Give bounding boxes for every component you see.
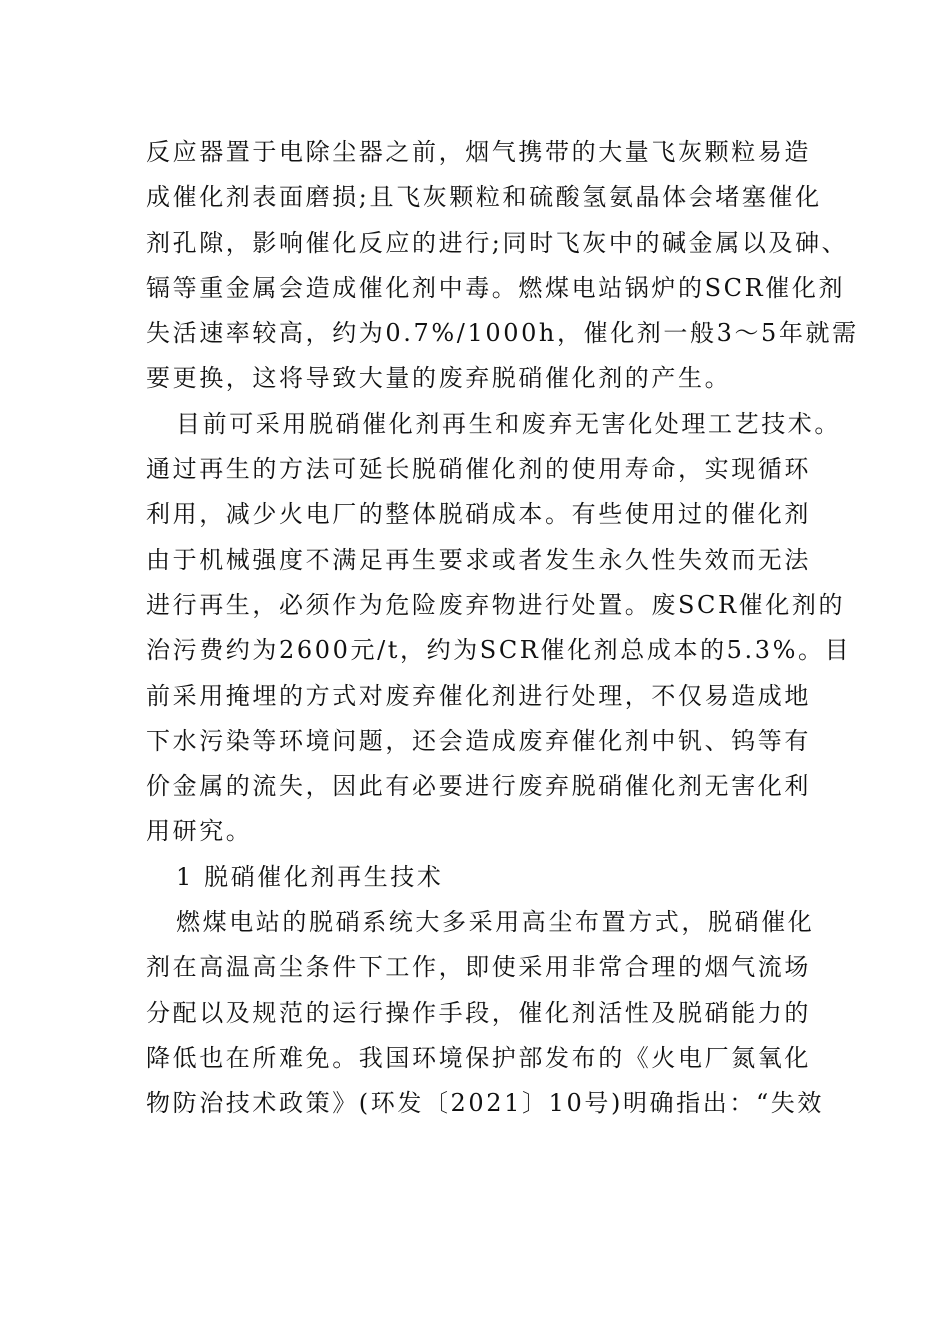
text-line: 用研究。: [146, 817, 253, 846]
text-line: 剂孔隙，影响催化反应的进行;同时飞灰中的碱金属以及砷、: [146, 228, 849, 257]
text-line: 反应器置于电除尘器之前，烟气携带的大量飞灰颗粒易造: [146, 138, 811, 166]
text-line: 下水污染等环境问题，还会造成废弃催化剂中钒、钨等有: [146, 726, 811, 755]
text-line: 降低也在所难免。我国环境保护部发布的《火电厂氮氧化: [146, 1043, 811, 1072]
text-line: 分配以及规范的运行操作手段，催化剂活性及脱硝能力的: [146, 998, 811, 1027]
paragraph-start-line: 燃煤电站的脱硝系统大多采用高尘布置方式，脱硝催化: [176, 908, 815, 937]
text-line: 前采用掩埋的方式对废弃催化剂进行处理，不仅易造成地: [146, 681, 811, 710]
text-line: 物防治技术政策》(环发〔2021〕10号)明确指出：“失效: [146, 1089, 825, 1118]
text-line: 要更换，这将导致大量的废弃脱硝催化剂的产生。: [146, 364, 732, 393]
text-line: 由于机械强度不满足再生要求或者发生永久性失效而无法: [146, 545, 811, 574]
text-line: 利用，减少火电厂的整体脱硝成本。有些使用过的催化剂: [146, 500, 811, 529]
text-line: 治污费约为2600元/t，约为SCR催化剂总成本的5.3%。目: [146, 636, 852, 665]
text-line: 失活速率较高，约为0.7%/1000h，催化剂一般3～5年就需: [146, 319, 859, 348]
text-line: 进行再生，必须作为危险废弃物进行处置。废SCR催化剂的: [146, 590, 846, 619]
text-line: 通过再生的方法可延长脱硝催化剂的使用寿命，实现循环: [146, 455, 811, 484]
section-heading: 1 脱硝催化剂再生技术: [176, 862, 444, 891]
text-line: 成催化剂表面磨损;且飞灰颗粒和硫酸氢氨晶体会堵塞催化: [146, 183, 822, 212]
paragraph-start-line: 目前可采用脱硝催化剂再生和废弃无害化处理工艺技术。: [176, 409, 841, 438]
document-body: [146, 130, 859, 1127]
text-line: 价金属的流失，因此有必要进行废弃脱硝催化剂无害化利: [146, 772, 811, 801]
text-line: 剂在高温高尘条件下工作，即使采用非常合理的烟气流场: [146, 953, 811, 982]
text-line: 镉等重金属会造成催化剂中毒。燃煤电站锅炉的SCR催化剂: [146, 273, 846, 302]
